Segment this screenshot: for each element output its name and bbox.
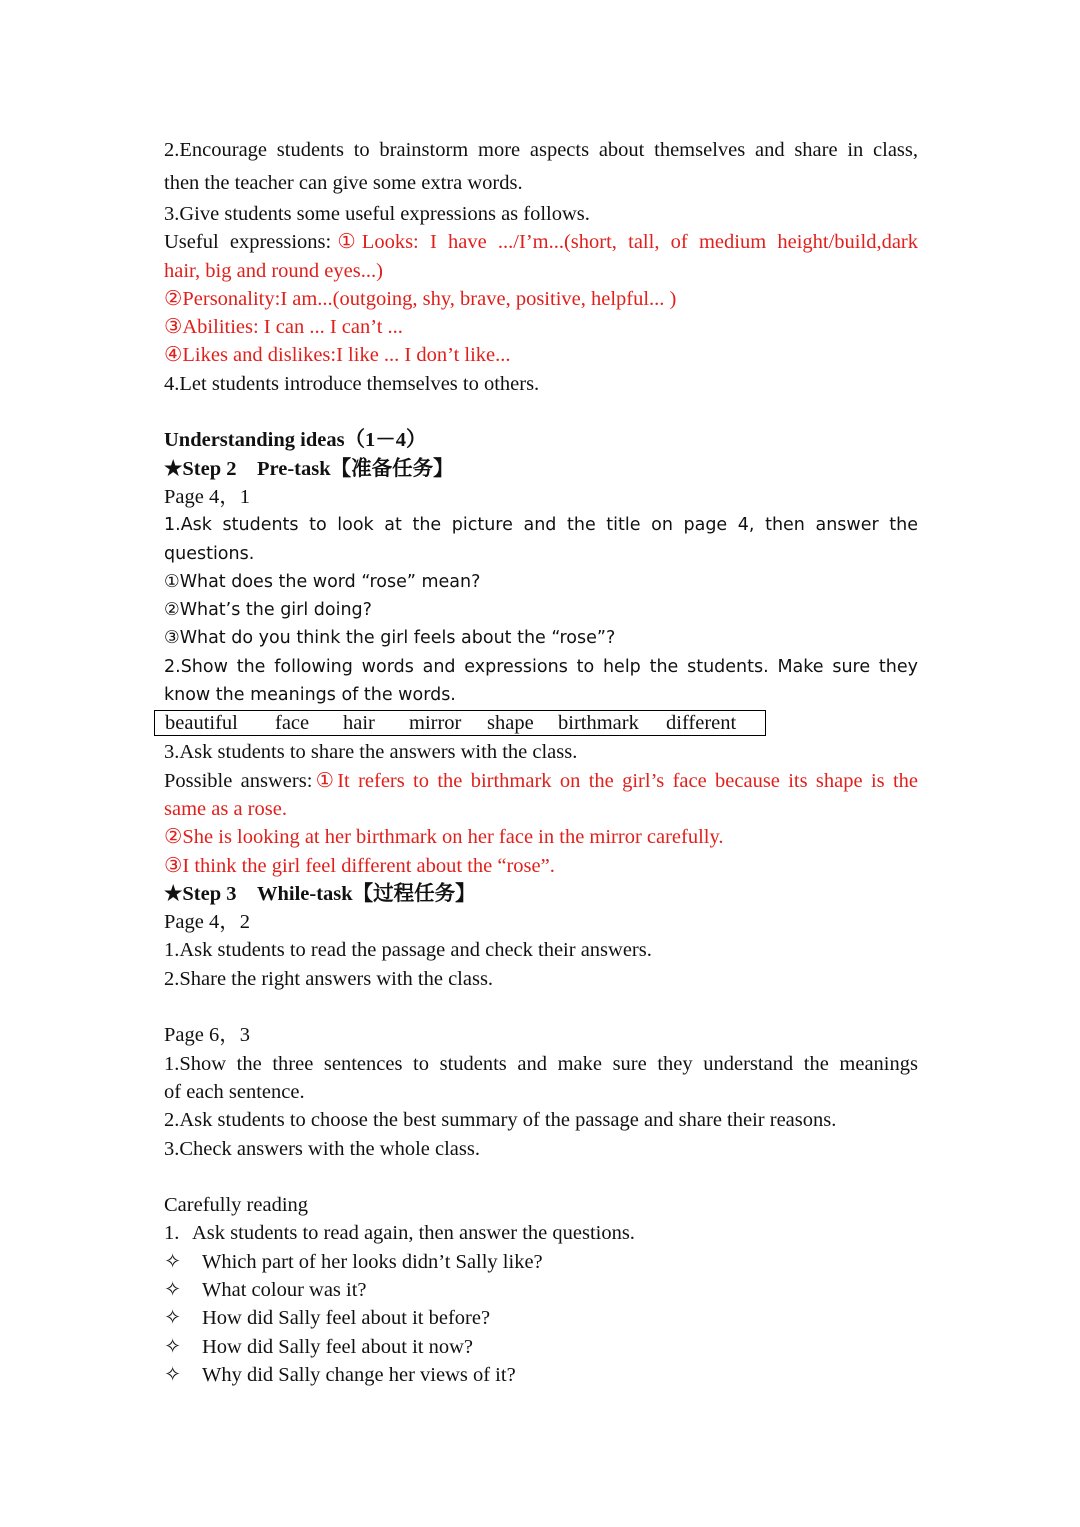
vocab-word: shape: [487, 712, 534, 735]
step2-title: ★Step 2 Pre-task【准备任务】: [164, 457, 454, 480]
question-text: Which part of her looks didn’t Sally like?: [202, 1250, 543, 1273]
page-reference: Page 4，1: [164, 485, 250, 508]
show-words-line1: 2.Show the following words and expressions to help the students. Make sure they: [164, 656, 918, 677]
star-bullet-icon: ✧: [164, 1307, 182, 1330]
vocab-word: beautiful: [165, 712, 238, 735]
careful-reading-item-1: [164, 1219, 918, 1247]
expression-personality: ②Personality:I am...(outgoing, shy, brave, positive, helpful... ): [164, 287, 677, 310]
useful-expressions-line1: [164, 228, 918, 256]
vocab-word: different: [666, 712, 737, 735]
question-3: ③What do you think the girl feels about the “rose”?: [164, 628, 616, 649]
answer-2: ②She is looking at her birthmark on her face in the mirror carefully.: [164, 826, 724, 849]
careful-reading-heading: Carefully reading: [164, 1194, 309, 1217]
spacer: [164, 398, 918, 426]
answer-1: ①It refers to the birthmark on the girl’s face because its shape is the: [312, 769, 918, 792]
item-number: 1.: [164, 1222, 180, 1245]
question-1: ①What does the word “rose” mean?: [164, 571, 481, 592]
intro-item-2-line2: then the teacher can give some extra words.: [164, 172, 523, 194]
possible-answers-line1: [164, 767, 918, 795]
possible-answers-label: Possible answers:: [164, 769, 313, 792]
page6-item-3: 3.Check answers with the whole class.: [164, 1137, 480, 1160]
expression-looks-cont: hair, big and round eyes...): [164, 259, 383, 282]
expression-likes: ④Likes and dislikes:I like ... I don’t like...: [164, 344, 511, 367]
vocab-word: birthmark: [558, 712, 639, 735]
star-bullet-icon: ✧: [164, 1335, 182, 1358]
page-body: [164, 134, 918, 1389]
answer-3: ③I think the girl feel different about the “rose”.: [164, 854, 555, 877]
vocab-word: face: [275, 712, 310, 735]
careful-reading-item-1-text: Ask students to read again, then answer the questions.: [192, 1222, 635, 1245]
section-heading-understanding: Understanding ideas（1－4）: [164, 429, 427, 452]
question-2: ②What’s the girl doing?: [164, 600, 372, 621]
bullet-question: [164, 1248, 918, 1276]
question-text: How did Sally feel about it now?: [202, 1335, 474, 1358]
task-instruction-line1: 1.Ask students to look at the picture and the title on page 4, then answer the: [164, 515, 918, 536]
page6-item-1-line2: of each sentence.: [164, 1080, 305, 1103]
step3-title: ★Step 3 While-task【过程任务】: [164, 882, 476, 905]
bullet-question: [164, 1361, 918, 1389]
page-reference: Page 6，3: [164, 1024, 250, 1047]
question-text: How did Sally feel about it before?: [202, 1307, 491, 1330]
task-instruction-line2: questions.: [164, 543, 255, 564]
expression-looks: ①Looks: I have .../I’m...(short, tall, of medium height/build,dark: [331, 231, 918, 254]
answer-1-cont: same as a rose.: [164, 797, 287, 820]
star-bullet-icon: ✧: [164, 1363, 182, 1386]
bullet-question: [164, 1333, 918, 1361]
page-reference: Page 4，2: [164, 911, 250, 934]
bullet-question: [164, 1304, 918, 1332]
vocab-word: hair: [343, 712, 375, 735]
spacer: [164, 1163, 918, 1191]
share-answers: 3.Ask students to share the answers with the class.: [164, 741, 578, 764]
useful-expressions-label: Useful expressions:: [164, 231, 332, 254]
show-words-line2: know the meanings of the words.: [164, 685, 456, 706]
bullet-question: [164, 1276, 918, 1304]
intro-item-2-line1: 2.Encourage students to brainstorm more aspects about themselves and share in class,: [164, 139, 918, 161]
question-text: What colour was it?: [202, 1278, 367, 1301]
step3-item-2: 2.Share the right answers with the class.: [164, 967, 494, 990]
question-text: Why did Sally change her views of it?: [202, 1363, 516, 1386]
step3-item-1: 1.Ask students to read the passage and check their answers.: [164, 939, 652, 962]
spacer: [164, 993, 918, 1021]
star-bullet-icon: ✧: [164, 1250, 182, 1273]
intro-item-3: 3.Give students some useful expressions as follows.: [164, 203, 590, 225]
page6-item-1-line1: 1.Show the three sentences to students and make sure they understand the meanings: [164, 1052, 918, 1075]
vocabulary-box: [154, 710, 766, 736]
vocab-word: mirror: [409, 712, 462, 735]
intro-item-4: 4.Let students introduce themselves to others.: [164, 372, 540, 395]
star-bullet-icon: ✧: [164, 1278, 182, 1301]
expression-abilities: ③Abilities: I can ... I can’t ...: [164, 316, 403, 339]
page6-item-2: 2.Ask students to choose the best summary of the passage and share their reasons.: [164, 1109, 837, 1132]
